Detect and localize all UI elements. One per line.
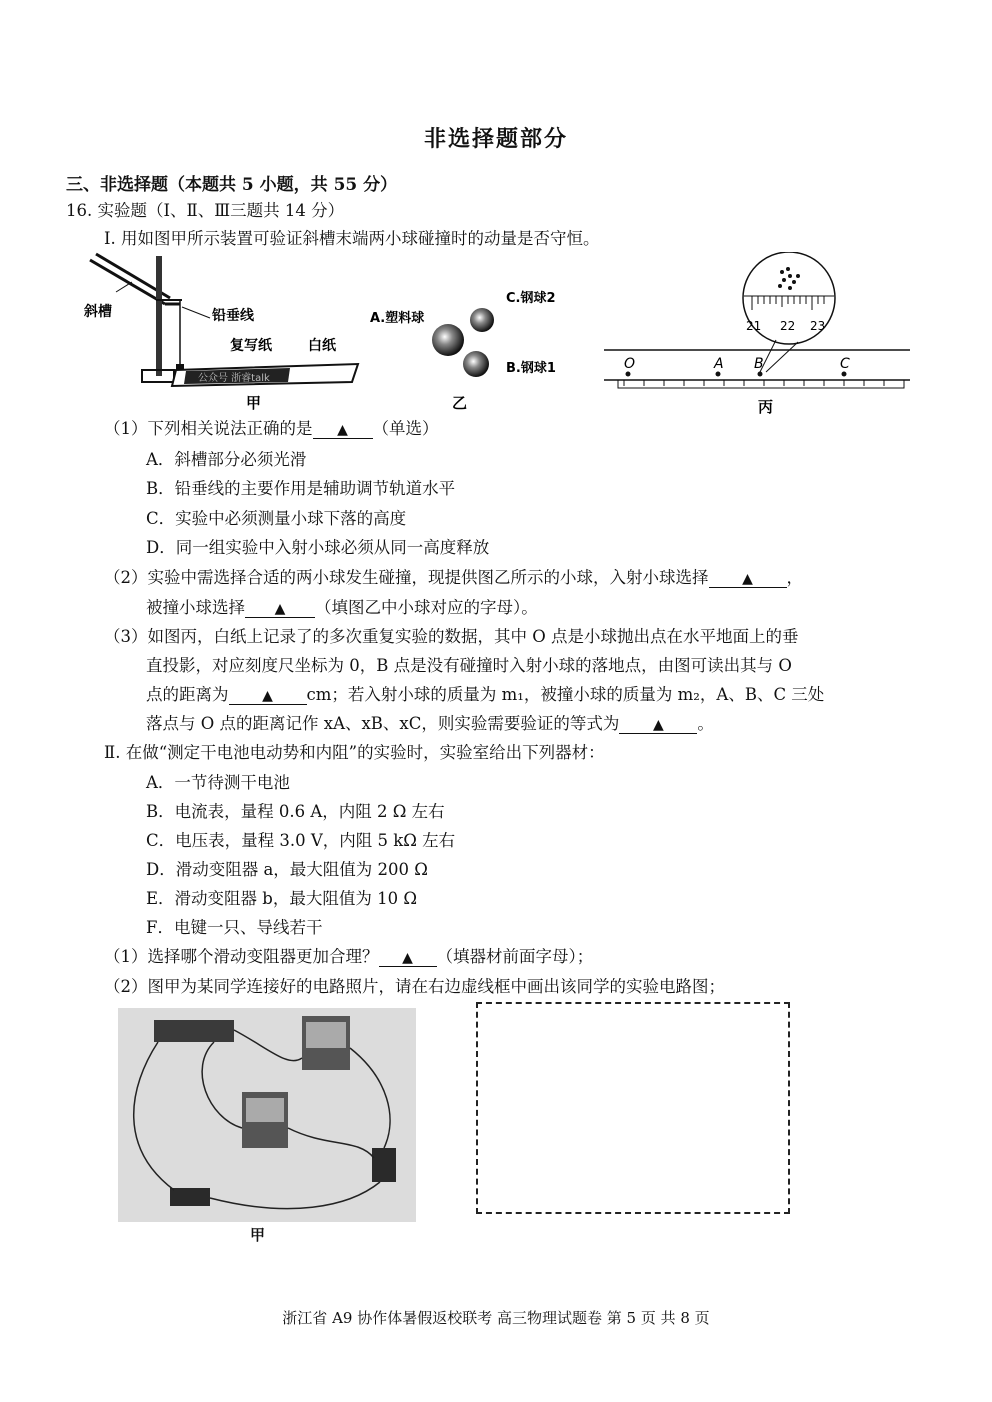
q3-distance-blank[interactable]: ▲ <box>229 688 307 705</box>
figure-yi <box>368 282 578 412</box>
equipment-c: C．电压表，量程 3.0 V，内阻 5 kΩ 左右 <box>146 831 456 850</box>
q1-answer-blank[interactable]: ▲ <box>313 422 373 439</box>
figure-jia <box>80 252 370 412</box>
q3-line3 <box>146 684 824 706</box>
part2-intro: Ⅱ. 在做“测定干电池电动势和内阻”的实验时，实验室给出下列器材： <box>104 743 605 762</box>
q3-text3b: cm；若入射小球的质量为 m₁，被撞小球的质量为 m₂，A、B、C 三处 <box>306 685 825 704</box>
q2-text3: （填图乙中小球对应的字母）。 <box>315 598 538 617</box>
q3-line4 <box>146 713 714 735</box>
section-heading: 三、非选择题（本题共 5 小题，共 55 分） <box>66 175 398 195</box>
q1-option-d: D．同一组实验中入射小球必须从同一高度释放 <box>146 538 490 557</box>
q2-line1 <box>104 567 803 589</box>
label-chute: 斜槽 <box>84 304 112 320</box>
q3-text3a: 点的距离为 <box>146 685 229 704</box>
q2-text2: 被撞小球选择 <box>146 598 245 617</box>
q3-text4a: 落点与 O 点的距离记作 xA、xB、xC，则实验需要验证的等式为 <box>146 714 620 733</box>
label-plumb: 铅垂线 <box>212 308 254 324</box>
q3-text4b: 。 <box>697 714 714 733</box>
ball-a <box>432 324 464 356</box>
q2-comma: ， <box>786 568 803 587</box>
tick-23: 23 <box>810 319 826 333</box>
equipment-d: D．滑动变阻器 a，最大阻值为 200 Ω <box>146 860 428 879</box>
circuit-photo <box>118 1008 416 1222</box>
part2-q2: （2）图甲为某同学连接好的电路照片，请在右边虚线框中画出该同学的实验电路图； <box>104 977 725 996</box>
q1-option-c: C．实验中必须测量小球下落的高度 <box>146 509 407 528</box>
part1-intro: Ⅰ. 用如图甲所示装置可验证斜槽末端两小球碰撞时的动量是否守恒。 <box>104 229 600 248</box>
q2-incident-blank[interactable]: ▲ <box>709 571 787 588</box>
caption-bing: 丙 <box>758 398 774 416</box>
part2-q1-blank[interactable]: ▲ <box>379 950 437 967</box>
caption-jia: 甲 <box>246 394 262 412</box>
circuit-drawing-box[interactable] <box>476 1002 790 1214</box>
equipment-a: A．一节待测干电池 <box>146 773 290 792</box>
part2-q1-text: （1）选择哪个滑动变阻器更加合理？ <box>104 947 379 966</box>
question-16-heading: 16. 实验题（Ⅰ、Ⅱ、Ⅲ三题共 14 分） <box>66 201 345 220</box>
q1-option-a: A．斜槽部分必须光滑 <box>146 450 307 469</box>
page-title: 非选择题部分 <box>423 126 568 152</box>
caption-yi: 乙 <box>452 394 468 412</box>
q2-text: （2）实验中需选择合适的两小球发生碰撞，现提供图乙所示的小球，入射小球选择 <box>104 568 709 587</box>
photo-caption: 甲 <box>250 1226 266 1244</box>
equipment-e: E．滑动变阻器 b，最大阻值为 10 Ω <box>146 889 418 908</box>
label-carbon-paper: 复写纸 <box>230 338 272 354</box>
label-ball-a: A.塑料球 <box>370 311 425 326</box>
point-b: B <box>754 356 764 372</box>
ball-b <box>463 351 489 377</box>
figure-bing <box>604 252 914 418</box>
point-o: O <box>624 356 636 372</box>
q1-line <box>104 418 439 440</box>
point-c: C <box>840 356 850 372</box>
q1-option-b: B．铅垂线的主要作用是辅助调节轨道水平 <box>146 479 456 498</box>
point-a: A <box>714 356 724 372</box>
q3-equation-blank[interactable]: ▲ <box>619 717 697 734</box>
label-ball-c: C.钢球2 <box>506 291 556 306</box>
q1-suffix: （单选） <box>372 419 439 438</box>
page-footer: 浙江省 A9 协作体暑假返校联考 高三物理试题卷 第 5 页 共 8 页 <box>282 1309 710 1327</box>
tick-22: 22 <box>780 319 796 333</box>
equipment-b: B．电流表，量程 0.6 A，内阻 2 Ω 左右 <box>146 802 445 821</box>
part2-q1-suffix: （填器材前面字母）； <box>436 947 594 966</box>
q2-target-blank[interactable]: ▲ <box>245 601 315 618</box>
q3-line2: 直投影，对应刻度尺坐标为 0，B 点是没有碰撞时入射小球的落地点，由图可读出其与 O <box>146 656 792 675</box>
q1-text: （1）下列相关说法正确的是 <box>104 419 313 438</box>
watermark: 公众号 浙睿talk <box>198 373 270 384</box>
tick-21: 21 <box>746 319 762 333</box>
equipment-f: F．电键一只、导线若干 <box>146 918 323 937</box>
q2-line2 <box>146 597 538 619</box>
ball-c <box>470 308 494 332</box>
q3-line1: （3）如图丙，白纸上记录了的多次重复实验的数据，其中 O 点是小球抛出点在水平地面上的垂 <box>104 627 799 646</box>
label-ball-b: B.钢球1 <box>506 361 556 376</box>
label-white-paper: 白纸 <box>308 338 336 354</box>
part2-q1 <box>104 946 593 968</box>
